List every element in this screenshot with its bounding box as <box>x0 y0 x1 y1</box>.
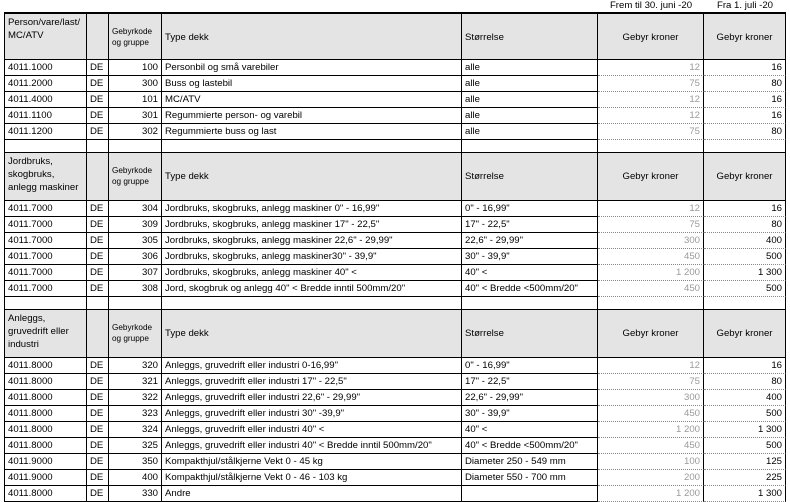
cell-type-code: DE <box>87 470 109 486</box>
cell-fee-after: 1 300 <box>704 486 786 502</box>
cell-size: 40" < <box>462 422 598 438</box>
cell-fee-code: 308 <box>109 281 162 297</box>
header-fee-code: Gebyrkode og gruppe <box>109 310 162 358</box>
table-row <box>0 358 790 374</box>
section-spacer <box>0 297 790 310</box>
cell-fee-code: 301 <box>109 108 162 124</box>
period-header-after: Fra 1. juli -20 <box>717 0 773 11</box>
cell-account: 4011.8000 <box>4 358 87 374</box>
cell-fee-before: 450 <box>598 406 704 422</box>
cell-account: 4011.8000 <box>4 486 87 502</box>
table-row <box>0 265 790 281</box>
spacer-cell <box>87 297 109 310</box>
cell-fee-code: 330 <box>109 486 162 502</box>
cell-account: 4011.8000 <box>4 374 87 390</box>
cell-tire-type: Regummierte person- og varebil <box>162 108 462 124</box>
cell-type-code: DE <box>87 265 109 281</box>
cell-type-code: DE <box>87 108 109 124</box>
cell-fee-after: 16 <box>704 201 786 217</box>
cell-type-code: DE <box>87 438 109 454</box>
table-row <box>0 92 790 108</box>
cell-fee-before: 1 200 <box>598 422 704 438</box>
table-row <box>0 217 790 233</box>
table-row <box>0 249 790 265</box>
cell-size: 40" < Bredde <500mm/20" <box>462 438 598 454</box>
cell-fee-code: 304 <box>109 201 162 217</box>
cell-fee-after: 125 <box>704 454 786 470</box>
cell-fee-after: 80 <box>704 124 786 140</box>
cell-account: 4011.8000 <box>4 390 87 406</box>
cell-fee-before: 12 <box>598 358 704 374</box>
cell-account: 4011.9000 <box>4 470 87 486</box>
cell-type-code: DE <box>87 358 109 374</box>
cell-tire-type: Jordbruks, skogbruks, anlegg maskiner 22,6" - 29,99" <box>162 233 462 249</box>
cell-size: alle <box>462 92 598 108</box>
cell-tire-type: Andre <box>162 486 462 502</box>
table-row <box>0 486 790 502</box>
cell-fee-before: 12 <box>598 108 704 124</box>
cell-tire-type: Anleggs, gruvedrift eller industri 40" < Bredde inntil 500mm/20" <box>162 438 462 454</box>
cell-size: 30" - 39,9" <box>462 406 598 422</box>
cell-fee-before: 75 <box>598 124 704 140</box>
spacer-cell <box>109 140 162 153</box>
cell-tire-type: Buss og lastebil <box>162 76 462 92</box>
cell-size: Diameter 250 - 549 mm <box>462 454 598 470</box>
spacer-cell <box>87 140 109 153</box>
cell-fee-after: 500 <box>704 281 786 297</box>
spacer-cell <box>4 140 87 153</box>
cell-tire-type: MC/ATV <box>162 92 462 108</box>
cell-account: 4011.7000 <box>4 249 87 265</box>
cell-fee-code: 306 <box>109 249 162 265</box>
cell-size <box>462 486 598 502</box>
section-spacer <box>0 140 790 153</box>
spacer-cell <box>4 297 87 310</box>
cell-tire-type: Anleggs, gruvedrift eller industri 17" - 22,5" <box>162 374 462 390</box>
cell-fee-code: 400 <box>109 470 162 486</box>
table-sections <box>0 12 790 502</box>
section-header-row <box>0 310 790 358</box>
cell-fee-before: 12 <box>598 92 704 108</box>
table-row <box>0 374 790 390</box>
cell-fee-after: 400 <box>704 390 786 406</box>
cell-tire-type: Personbil og små varebiler <box>162 60 462 76</box>
cell-account: 4011.7000 <box>4 233 87 249</box>
spacer-cell <box>704 140 786 153</box>
period-header-row <box>0 0 790 12</box>
header-tire-type: Type dekk <box>162 12 462 60</box>
header-fee-before: Gebyr kroner <box>598 310 704 358</box>
header-category: Anleggs, gruvedrift eller industri <box>4 310 87 358</box>
cell-fee-before: 75 <box>598 217 704 233</box>
cell-type-code: DE <box>87 233 109 249</box>
cell-fee-before: 300 <box>598 233 704 249</box>
cell-fee-after: 16 <box>704 60 786 76</box>
cell-fee-code: 350 <box>109 454 162 470</box>
cell-type-code: DE <box>87 60 109 76</box>
cell-fee-after: 16 <box>704 358 786 374</box>
cell-fee-code: 321 <box>109 374 162 390</box>
cell-size: alle <box>462 124 598 140</box>
header-fee-after: Gebyr kroner <box>704 153 786 201</box>
cell-type-code: DE <box>87 217 109 233</box>
cell-fee-code: 320 <box>109 358 162 374</box>
cell-fee-before: 12 <box>598 201 704 217</box>
cell-size: 22,6" - 29,99" <box>462 390 598 406</box>
header-size: Størrelse <box>462 12 598 60</box>
header-blank <box>87 310 109 358</box>
table-row <box>0 108 790 124</box>
cell-tire-type: Jordbruks, skogbruks, anlegg maskiner 40" < <box>162 265 462 281</box>
cell-tire-type: Jordbruks, skogbruks, anlegg maskiner 17" - 22,5" <box>162 217 462 233</box>
cell-type-code: DE <box>87 486 109 502</box>
cell-fee-code: 325 <box>109 438 162 454</box>
cell-fee-before: 100 <box>598 454 704 470</box>
cell-fee-before: 450 <box>598 438 704 454</box>
table-row <box>0 233 790 249</box>
period-header-before: Frem til 30. juni -20 <box>609 0 693 11</box>
cell-type-code: DE <box>87 390 109 406</box>
cell-account: 4011.7000 <box>4 265 87 281</box>
table-row <box>0 124 790 140</box>
header-category: Jordbruks, skogbruks, anlegg maskiner <box>4 153 87 201</box>
cell-fee-before: 1 200 <box>598 265 704 281</box>
cell-account: 4011.1000 <box>4 60 87 76</box>
cell-type-code: DE <box>87 249 109 265</box>
header-fee-before: Gebyr kroner <box>598 12 704 60</box>
cell-fee-after: 500 <box>704 249 786 265</box>
cell-type-code: DE <box>87 201 109 217</box>
table-row <box>0 422 790 438</box>
table-row <box>0 201 790 217</box>
cell-fee-code: 305 <box>109 233 162 249</box>
cell-account: 4011.2000 <box>4 76 87 92</box>
cell-tire-type: Jord, skogbruk og anlegg 40" < Bredde inntil 500mm/20" <box>162 281 462 297</box>
cell-size: 30" - 39,9" <box>462 249 598 265</box>
cell-fee-code: 101 <box>109 92 162 108</box>
cell-size: Diameter 550 - 700 mm <box>462 470 598 486</box>
cell-type-code: DE <box>87 374 109 390</box>
cell-tire-type: Anleggs, gruvedrift eller industri 22,6" - 29,99" <box>162 390 462 406</box>
cell-size: 17" - 22,5" <box>462 217 598 233</box>
cell-fee-before: 450 <box>598 281 704 297</box>
table-row <box>0 60 790 76</box>
header-fee-before: Gebyr kroner <box>598 153 704 201</box>
header-fee-after: Gebyr kroner <box>704 12 786 60</box>
cell-fee-after: 1 300 <box>704 422 786 438</box>
table-row <box>0 390 790 406</box>
cell-fee-after: 400 <box>704 233 786 249</box>
cell-fee-before: 75 <box>598 76 704 92</box>
cell-fee-after: 500 <box>704 406 786 422</box>
section-header-row <box>0 153 790 201</box>
spacer-cell <box>462 140 598 153</box>
cell-fee-before: 300 <box>598 390 704 406</box>
cell-account: 4011.1200 <box>4 124 87 140</box>
section-header-row <box>0 12 790 60</box>
cell-tire-type: Anleggs, gruvedrift eller industri 0-16,99" <box>162 358 462 374</box>
cell-account: 4011.4000 <box>4 92 87 108</box>
cell-account: 4011.9000 <box>4 454 87 470</box>
cell-fee-before: 200 <box>598 470 704 486</box>
cell-size: 40" < <box>462 265 598 281</box>
spacer-cell <box>109 297 162 310</box>
cell-size: alle <box>462 108 598 124</box>
spacer-cell <box>704 297 786 310</box>
cell-fee-after: 500 <box>704 438 786 454</box>
cell-fee-before: 450 <box>598 249 704 265</box>
cell-size: alle <box>462 76 598 92</box>
cell-account: 4011.8000 <box>4 422 87 438</box>
cell-fee-before: 75 <box>598 374 704 390</box>
table-row <box>0 406 790 422</box>
header-fee-after: Gebyr kroner <box>704 310 786 358</box>
cell-size: alle <box>462 60 598 76</box>
cell-fee-after: 1 300 <box>704 265 786 281</box>
cell-type-code: DE <box>87 454 109 470</box>
spacer-cell <box>598 140 704 153</box>
header-fee-code: Gebyrkode og gruppe <box>109 12 162 60</box>
header-tire-type: Type dekk <box>162 153 462 201</box>
table-row <box>0 281 790 297</box>
cell-fee-code: 100 <box>109 60 162 76</box>
cell-tire-type: Anleggs, gruvedrift eller industri 40" < <box>162 422 462 438</box>
header-blank <box>87 153 109 201</box>
cell-size: 40" < Bredde <500mm/20" <box>462 281 598 297</box>
cell-tire-type: Jordbruks, skogbruks, anlegg maskiner30" - 39,9" <box>162 249 462 265</box>
table-row <box>0 76 790 92</box>
cell-fee-after: 80 <box>704 76 786 92</box>
cell-account: 4011.7000 <box>4 281 87 297</box>
spacer-cell <box>462 297 598 310</box>
header-category: Person/vare/last/ MC/ATV <box>4 12 87 60</box>
cell-size: 22,6" - 29,99" <box>462 233 598 249</box>
cell-fee-code: 307 <box>109 265 162 281</box>
cell-fee-code: 302 <box>109 124 162 140</box>
cell-fee-before: 12 <box>598 60 704 76</box>
cell-account: 4011.7000 <box>4 217 87 233</box>
header-blank <box>87 12 109 60</box>
cell-fee-code: 309 <box>109 217 162 233</box>
cell-fee-before: 1 200 <box>598 486 704 502</box>
cell-fee-after: 80 <box>704 374 786 390</box>
header-size: Størrelse <box>462 153 598 201</box>
cell-tire-type: Regummierte buss og last <box>162 124 462 140</box>
cell-size: 0" - 16,99" <box>462 201 598 217</box>
header-size: Størrelse <box>462 310 598 358</box>
spacer-cell <box>598 297 704 310</box>
cell-type-code: DE <box>87 124 109 140</box>
cell-fee-after: 80 <box>704 217 786 233</box>
cell-tire-type: Kompakthjul/stålkjerne Vekt 0 - 45 kg <box>162 454 462 470</box>
cell-fee-code: 324 <box>109 422 162 438</box>
cell-fee-after: 16 <box>704 108 786 124</box>
table-row <box>0 470 790 486</box>
cell-account: 4011.1100 <box>4 108 87 124</box>
header-tire-type: Type dekk <box>162 310 462 358</box>
cell-fee-after: 16 <box>704 92 786 108</box>
spacer-cell <box>162 297 462 310</box>
cell-fee-code: 323 <box>109 406 162 422</box>
cell-size: 0" - 16,99" <box>462 358 598 374</box>
cell-type-code: DE <box>87 406 109 422</box>
cell-account: 4011.8000 <box>4 406 87 422</box>
cell-account: 4011.8000 <box>4 438 87 454</box>
cell-type-code: DE <box>87 422 109 438</box>
cell-fee-code: 322 <box>109 390 162 406</box>
cell-fee-code: 300 <box>109 76 162 92</box>
cell-tire-type: Jordbruks, skogbruks, anlegg maskiner 0" - 16,99" <box>162 201 462 217</box>
cell-type-code: DE <box>87 76 109 92</box>
cell-type-code: DE <box>87 92 109 108</box>
cell-tire-type: Kompakthjul/stålkjerne Vekt 0 - 46 - 103 kg <box>162 470 462 486</box>
table-row <box>0 438 790 454</box>
cell-size: 17" - 22,5" <box>462 374 598 390</box>
cell-type-code: DE <box>87 281 109 297</box>
cell-account: 4011.7000 <box>4 201 87 217</box>
cell-tire-type: Anleggs, gruvedrift eller industri 30" -39,9" <box>162 406 462 422</box>
cell-fee-after: 225 <box>704 470 786 486</box>
spacer-cell <box>162 140 462 153</box>
header-fee-code: Gebyrkode og gruppe <box>109 153 162 201</box>
